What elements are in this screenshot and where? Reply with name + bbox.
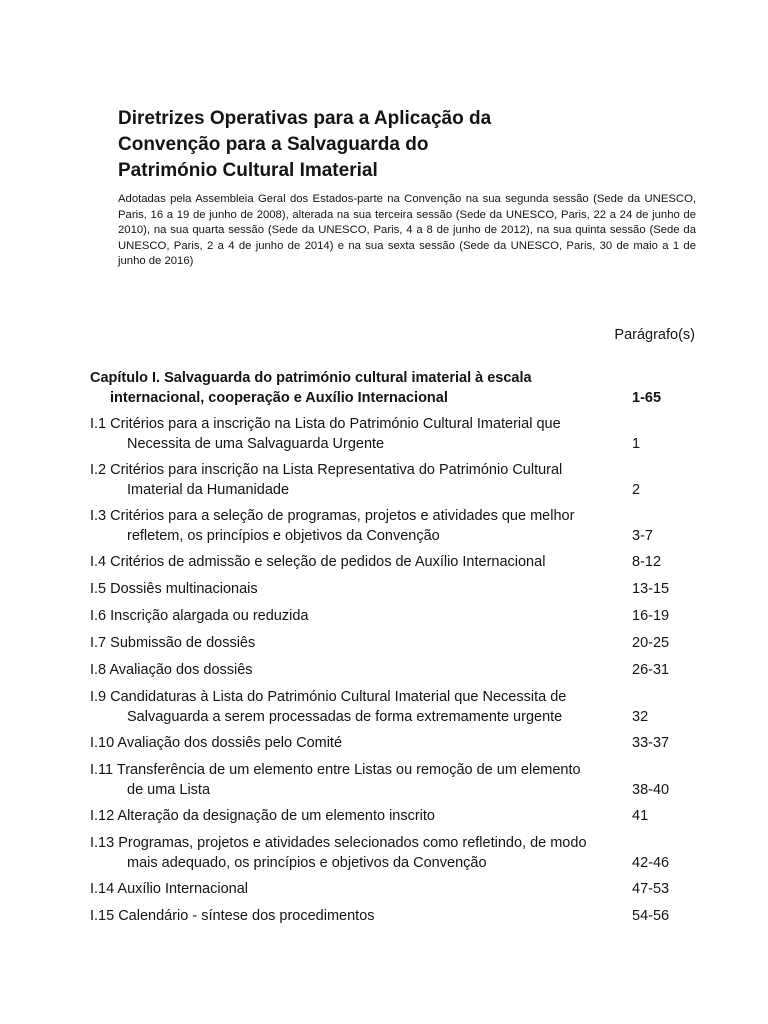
toc-entry-paragraphs: 33-37 <box>632 735 670 751</box>
toc-entry-title-line-2: Salvaguarda a serem processadas de forma extremamente urgente <box>127 709 563 725</box>
toc-entry-title-line-1: I.3 Critérios para a seleção de programas, projetos e atividades que melhor <box>90 508 575 524</box>
adoption-note: Adotadas pela Assembleia Geral dos Estados-parte na Convenção na sua segunda sessão (Sede da UNESCO, Paris, 16 a 19 de junho de 2008), alterada na sua terceira sessão (Sede da UNESCO, Paris, 22 a 24 de junho de 2010), na sua quarta sessão (Sede da UNESCO, Paris, 4 a 8 de junho de 2012), na sua quinta sessão (Sede da UNESCO, Paris, 2 a 4 de junho de 2014) e na sua sexta sessão (Sede da UNESCO, Paris, 30 de maio a 1 de junho de 2016) <box>118 193 696 267</box>
toc-entry-paragraphs: 2 <box>632 482 641 498</box>
toc-entry-paragraphs: 1 <box>632 436 641 452</box>
toc-entry[interactable] <box>90 687 696 727</box>
toc-entry-title-line-1: I.11 Transferência de um elemento entre Listas ou remoção de um elemento <box>90 762 581 778</box>
toc-entry-paragraphs: 16-19 <box>632 608 670 624</box>
toc-entry[interactable] <box>90 833 696 873</box>
title-line-2: Convenção para a Salvaguarda do <box>118 134 429 155</box>
toc-entry-paragraphs: 13-15 <box>632 581 670 597</box>
toc-entry-title-line-2: mais adequado, os princípios e objetivos da Convenção <box>127 855 487 871</box>
toc-entry[interactable] <box>90 660 696 680</box>
toc-entry-title-line-1: I.10 Avaliação dos dossiês pelo Comité <box>90 735 343 751</box>
toc-entry-title-line-1: I.13 Programas, projetos e atividades selecionados como refletindo, de modo <box>90 835 587 851</box>
toc-entry-title-line-1: I.4 Critérios de admissão e seleção de pedidos de Auxílio Internacional <box>90 554 546 570</box>
toc-entry[interactable] <box>90 879 696 899</box>
toc-entry-title-line-1: I.2 Critérios para inscrição na Lista Representativa do Património Cultural <box>90 462 563 478</box>
toc-entry-paragraphs: 26-31 <box>632 662 670 678</box>
paragraphs-column-header: Parágrafo(s) <box>614 327 695 343</box>
toc-entry-title-line-1: I.15 Calendário - síntese dos procedimentos <box>90 908 375 924</box>
toc-entry-paragraphs: 8-12 <box>632 554 662 570</box>
toc-chapter-paragraphs: 1-65 <box>632 390 662 406</box>
toc-chapter-title-line-2: internacional, cooperação e Auxílio Internacional <box>110 390 448 406</box>
toc-entry-title-line-1: I.1 Critérios para a inscrição na Lista do Património Cultural Imaterial que <box>90 416 561 432</box>
toc-entry-title-line-2: Imaterial da Humanidade <box>127 482 290 498</box>
toc-entry-title-line-1: I.9 Candidaturas à Lista do Património Cultural Imaterial que Necessita de <box>90 689 567 705</box>
toc-chapter-title-line-1: Capítulo I. Salvaguarda do património cultural imaterial à escala <box>90 370 532 386</box>
title-line-1: Diretrizes Operativas para a Aplicação da <box>118 108 492 129</box>
toc-entries <box>90 414 696 926</box>
toc-entry-paragraphs: 42-46 <box>632 855 670 871</box>
toc-entry[interactable] <box>90 733 696 753</box>
toc-entry[interactable] <box>90 506 696 546</box>
toc-entry[interactable] <box>90 460 696 500</box>
toc-entry-title-line-1: I.6 Inscrição alargada ou reduzida <box>90 608 309 624</box>
toc-entry[interactable] <box>90 906 696 926</box>
toc-entry-title-line-1: I.5 Dossiês multinacionais <box>90 581 258 597</box>
toc-entry[interactable] <box>90 414 696 454</box>
toc-entry-title-line-1: I.14 Auxílio Internacional <box>90 881 248 897</box>
toc-chapter-row[interactable] <box>90 368 696 408</box>
toc-entry-title-line-2: Necessita de uma Salvaguarda Urgente <box>127 436 385 452</box>
toc-entry[interactable] <box>90 579 696 599</box>
toc-entry-paragraphs: 32 <box>632 709 649 725</box>
toc-entry[interactable] <box>90 606 696 626</box>
toc-entry-paragraphs: 54-56 <box>632 908 670 924</box>
toc-entry-title-line-1: I.8 Avaliação dos dossiês <box>90 662 253 678</box>
toc-entry-title-line-2: refletem, os princípios e objetivos da Convenção <box>127 528 440 544</box>
toc-entry-title-line-1: I.7 Submissão de dossiês <box>90 635 256 651</box>
toc-entry[interactable] <box>90 552 696 572</box>
toc-entry[interactable] <box>90 760 696 800</box>
toc-entry[interactable] <box>90 806 696 826</box>
toc-entry-paragraphs: 47-53 <box>632 881 670 897</box>
toc-entry-paragraphs: 3-7 <box>632 528 653 544</box>
toc-entry[interactable] <box>90 633 696 653</box>
toc-entry-paragraphs: 41 <box>632 808 649 824</box>
table-of-contents <box>90 368 696 933</box>
toc-entry-paragraphs: 20-25 <box>632 635 670 651</box>
toc-entry-title-line-1: I.12 Alteração da designação de um elemento inscrito <box>90 808 435 824</box>
toc-entry-title-line-2: de uma Lista <box>127 782 211 798</box>
document-title <box>118 106 678 184</box>
title-line-3: Património Cultural Imaterial <box>118 160 378 181</box>
toc-entry-paragraphs: 38-40 <box>632 782 670 798</box>
